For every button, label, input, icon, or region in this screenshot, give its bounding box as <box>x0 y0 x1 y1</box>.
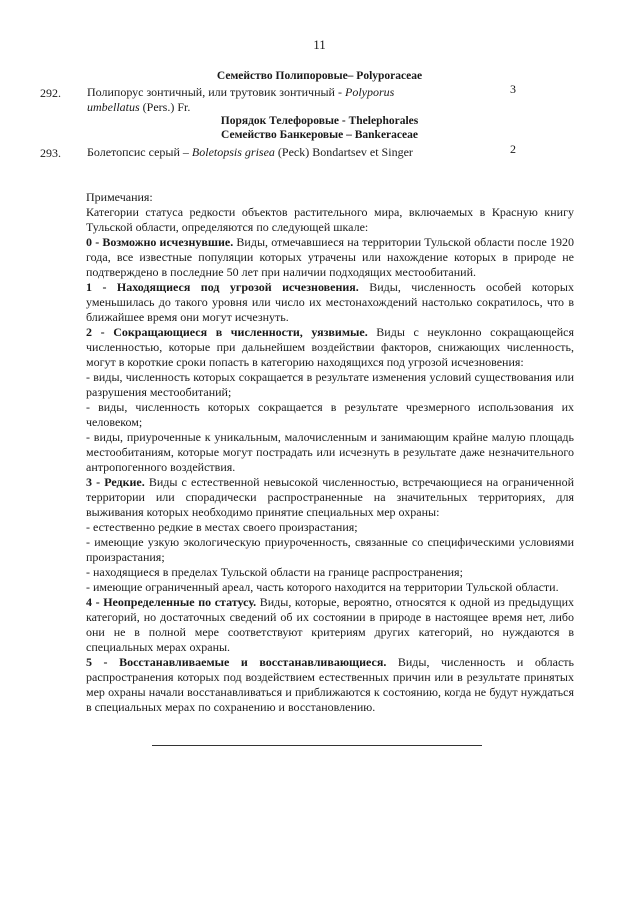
entry-293 <box>87 145 413 160</box>
entry-293-latin: Boletopsis grisea <box>191 145 275 159</box>
entry-293-author: (Peck) Bondartsev et Singer <box>274 145 413 159</box>
family-heading-polyporaceae: Семейство Полипоровые– Polyporaceae <box>216 70 423 82</box>
entry-number-293: 293. <box>40 146 61 160</box>
entry-293-status: 2 <box>510 142 516 156</box>
entry-293-name: Болетопсис серый – <box>87 145 192 159</box>
notes-title: Примечания: <box>86 190 153 204</box>
category-2-bullet-1: - виды, численность которых сокращается в результате изменения условий существования или разрушения местообитаний; <box>86 370 574 399</box>
category-4 <box>86 595 574 655</box>
entry-292-latin-species: umbellatus <box>87 100 140 114</box>
bottom-divider <box>152 745 482 746</box>
order-heading-thelephorales: Порядок Телефоровые - Thelephorales <box>220 115 419 127</box>
category-5 <box>86 655 574 715</box>
category-2 <box>86 325 574 370</box>
category-1-head: 1 - Находящиеся под угрозой исчезновения. <box>86 280 359 294</box>
entry-292-status: 3 <box>510 82 516 96</box>
category-3-head: 3 - Редкие. <box>86 475 145 489</box>
category-3-bullet-3: - находящиеся в пределах Тульской области на границе распространения; <box>86 565 463 579</box>
category-4-text: Виды, которые, вероятно, относятся к одной из предыдущих категорий, но достаточных сведений об их состоянии в природе в настоящее время нет, либо они не в полной мере соответствуют критериям других категорий, но нуждаются в специальных мерах охраны. <box>86 595 574 654</box>
category-3-text: Виды с естественной невысокой численностью, встречающиеся на ограниченной территории или спорадически распространенные на значительных территориях, для выживания которых необходимо принятие специальных мер охраны: <box>86 475 574 519</box>
category-0-head: 0 - Возможно исчезнувшие. <box>86 235 234 249</box>
entry-292-name: Полипорус зонтичный, или трутовик зонтичный - <box>87 85 345 99</box>
category-2-head: 2 - Сокращающиеся в численности, уязвимые. <box>86 325 368 339</box>
category-3-bullet-1: - естественно редкие в местах своего произрастания; <box>86 520 358 534</box>
category-0-text: Виды, отмечавшиеся на территории Тульской области после 1920 года, все известные популяции которых утрачены или нахождение которых в природе не подтверждено в последние 50 лет при наличии подходящих местообитаний. <box>86 235 574 279</box>
category-3-bullet-4: - имеющие ограниченный ареал, часть которого находится на территории Тульской области. <box>86 580 559 594</box>
category-3-bullet-2: - имеющие узкую экологическую приуроченность, связанные со специфическими условиями произрастания; <box>86 535 574 564</box>
category-1 <box>86 280 574 325</box>
page-number: 11 <box>313 37 326 52</box>
category-5-text: Виды, численность и область распространения которых под воздействием естественных причин или в результате принятых мер охраны начали восстанавливаться и приближаются к состоянию, когда не будут нуждаться в специальных мерах по сохранению и восстановлению. <box>86 655 574 714</box>
category-2-bullet-3: - виды, приуроченные к уникальным, малочисленным и занимающим крайне малую площадь местообитаниям, которые могут пострадать или исчезнуть в результате даже незначительного антропогенного воздействия. <box>86 430 574 474</box>
category-5-head: 5 - Восстанавливаемые и восстанавливающиеся. <box>86 655 387 669</box>
entry-292-author: (Pers.) Fr. <box>139 100 191 114</box>
notes-section <box>86 190 574 715</box>
category-3 <box>86 475 574 520</box>
category-2-text: Виды с неуклонно сокращающейся численностью, которые при дальнейшем воздействии факторов, снижающих численность, могут в короткие сроки попасть в категорию находящихся под угрозой исчезновения: <box>86 325 574 369</box>
entry-number-292: 292. <box>40 86 61 100</box>
entry-292 <box>87 85 394 115</box>
notes-intro: Категории статуса редкости объектов растительного мира, включаемых в Красную книгу Тульской области, определяются по следующей шкале: <box>86 205 574 234</box>
category-2-bullet-2: - виды, численность которых сокращается в результате чрезмерного использования их человеком; <box>86 400 574 429</box>
category-0 <box>86 235 574 280</box>
category-4-head: 4 - Неопределенные по статусу. <box>86 595 257 609</box>
category-1-text: Виды, численность особей которых уменьшилась до такого уровня или число их местонахождений настолько сократилось, что в ближайшее время они могут исчезнуть. <box>86 280 574 324</box>
family-heading-bankeraceae: Семейство Банкеровые – Bankeraceae <box>221 129 418 141</box>
entry-292-latin-genus: Polyporus <box>344 85 395 99</box>
